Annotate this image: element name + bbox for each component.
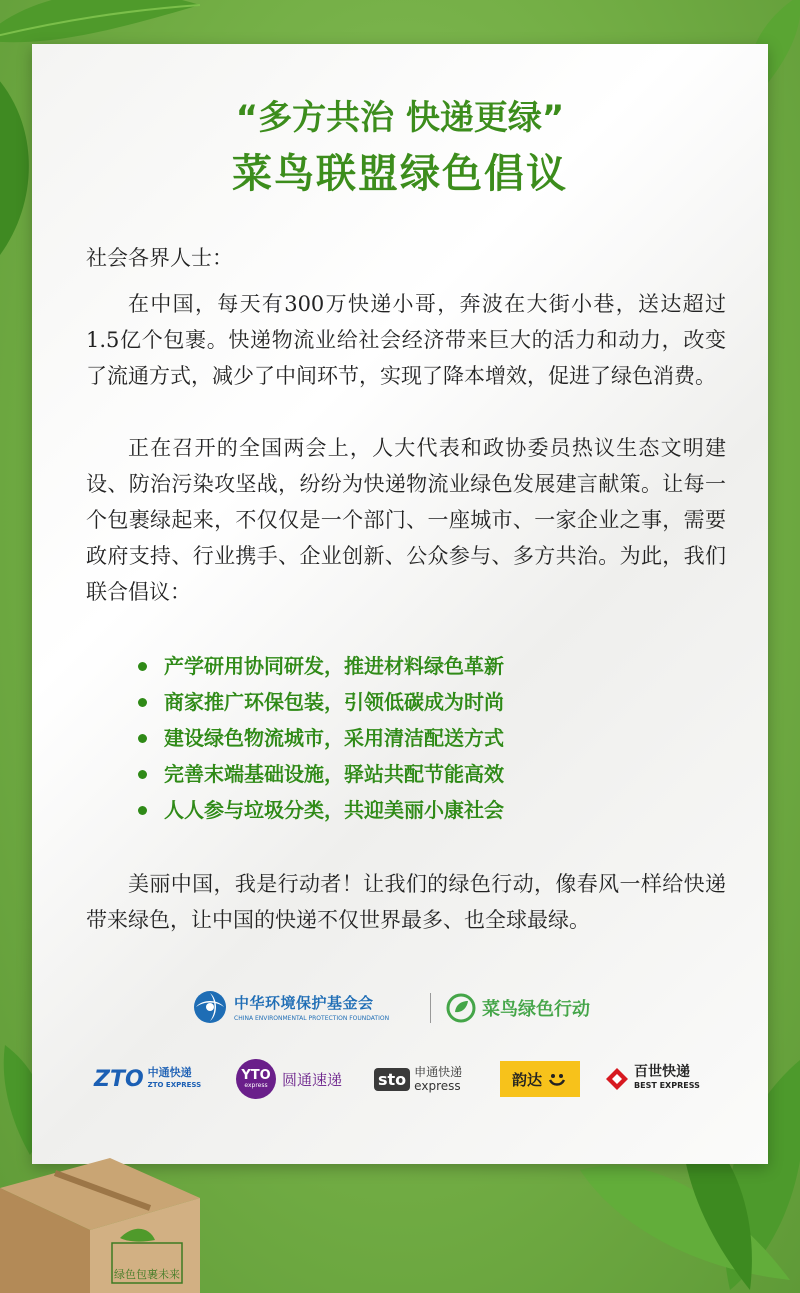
cainiao-name: 菜鸟绿色行动 — [482, 999, 590, 1020]
letter-closing: 美丽中国，我是行动者！让我们的绿色行动，像春风一样给快递带来绿色，让中国的快递不仅世界最多、也全球最绿。 — [86, 872, 726, 932]
box-label: 绿色包裹未来 — [114, 1268, 180, 1281]
divider — [430, 993, 431, 1023]
bullet-dot-icon — [138, 770, 147, 779]
list-item: 商家推广环保包装，引领低碳成为时尚 — [134, 684, 504, 720]
foundation-logo — [192, 989, 389, 1025]
foundation-name: 中华环境保护基金会 — [234, 994, 374, 1012]
letter-paragraph-1: 在中国，每天有300万快递小哥，奔波在大街小巷，送达超过1.5亿个包裹。快递物流业给社会经济带来巨大的活力和动力，改变了流通方式，减少了中间环节，实现了降本增效，促进了绿色消费。 — [86, 292, 726, 388]
yunda-logo: 韵达 — [500, 1061, 580, 1097]
sto-logo: sto 申通快递 express — [374, 1059, 462, 1099]
page-title: 菜鸟联盟绿色倡议 — [232, 151, 568, 197]
yto-logo: YTO express 圆通速递 — [236, 1059, 342, 1099]
bullet-dot-icon — [138, 806, 147, 815]
foundation-name-en: CHINA ENVIRONMENTAL PROTECTION FOUNDATION — [234, 1015, 390, 1022]
list-item: 建设绿色物流城市，采用清洁配送方式 — [134, 720, 504, 756]
list-item: 完善末端基础设施，驿站共配节能高效 — [134, 756, 504, 792]
bullet-dot-icon — [138, 698, 147, 707]
foundation-emblem-icon — [192, 989, 228, 1025]
bullet-dot-icon — [138, 734, 147, 743]
smile-icon — [546, 1068, 568, 1090]
list-item: 人人参与垃圾分类，共迎美丽小康社会 — [134, 792, 504, 828]
sponsor-logos — [192, 989, 622, 1029]
bullet-dot-icon — [138, 662, 147, 671]
letter-greeting: 社会各界人士： — [86, 246, 233, 270]
initiative-list — [134, 648, 504, 828]
cainiao-leaf-icon — [446, 993, 476, 1023]
cardboard-box-illustration — [0, 1128, 200, 1293]
zto-logo: ZTO 中通快递 ZTO EXPRESS — [94, 1066, 202, 1092]
cainiao-green-logo — [446, 993, 590, 1023]
letter-paper — [32, 44, 768, 1164]
partner-logos — [94, 1059, 714, 1099]
best-emblem-icon — [604, 1066, 630, 1092]
header-slogan: “多方共治 快递更绿” — [235, 98, 565, 138]
list-item: 产学研用协同研发，推进材料绿色革新 — [134, 648, 504, 684]
letter-paragraph-2: 正在召开的全国两会上，人大代表和政协委员热议生态文明建设、防治污染攻坚战，纷纷为快递物流业绿色发展建言献策。让每一个包裹绿起来，不仅仅是一个部门、一座城市、一家企业之事，需要政府支持、行业携手、企业创新、公众参与、多方共治。为此，我们联合倡议： — [86, 436, 726, 604]
best-express-logo: 百世快递 BEST EXPRESS — [604, 1059, 700, 1099]
